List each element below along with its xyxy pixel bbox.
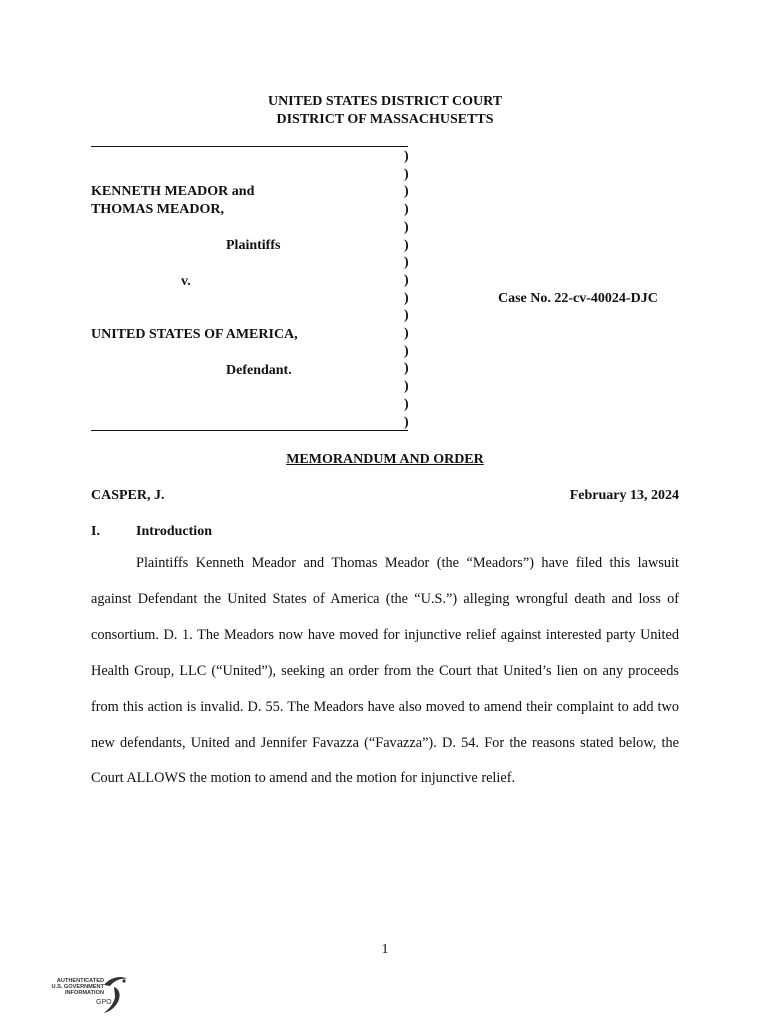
caption-paren-column: ) ) ) ) ) ) ) ) ) ) ) ) ) ) ) ) — [404, 149, 409, 430]
defendant-label: Defendant. — [226, 363, 292, 378]
gpo-logo-text — [40, 978, 104, 997]
gpo-logo-line1: AUTHENTICATED — [56, 978, 104, 984]
introduction-paragraph: Plaintiffs Kenneth Meador and Thomas Meador (the “Meadors”) have filed this lawsuit against Defendant the United States of America (the “U.S.”) alleging wrongful death and loss of consortium. D. 1. The Meadors now have moved for injunctive relief against interested party United Health Group, LLC (“United”), seeking an order from the Court that United’s lien on any proceeds from this action is invalid. D. 55. The Meadors have also moved to amend their complaint to add two new defendants, United and Jennifer Favazza (“Favazza”). D. 54. For the reasons stated below, the Court ALLOWS the motion to amend and the motion for injunctive relief. — [91, 555, 679, 787]
case-number: Case No. 22-cv-40024-DJC — [498, 291, 658, 306]
plaintiffs-label: Plaintiffs — [226, 238, 281, 253]
plaintiff-name-line1: KENNETH MEADOR and — [91, 184, 255, 199]
eagle-swoosh-icon — [100, 975, 130, 1017]
gpo-logo-mark: GPO — [96, 999, 112, 1006]
plaintiff-name-line2: THOMAS MEADOR, — [91, 202, 224, 217]
caption-top-rule — [91, 146, 408, 147]
document-title: MEMORANDUM AND ORDER — [286, 452, 484, 467]
court-district: DISTRICT OF MASSACHUSETTS — [276, 112, 494, 127]
section-heading: Introduction — [136, 524, 212, 539]
document-date: February 13, 2024 — [569, 488, 679, 503]
versus-label: v. — [181, 274, 191, 289]
defendant-name: UNITED STATES OF AMERICA, — [91, 327, 298, 342]
court-name: UNITED STATES DISTRICT COURT — [267, 94, 503, 109]
judge-name: CASPER, J. — [91, 488, 165, 503]
page-number: 1 — [381, 942, 389, 957]
gpo-authentication-logo — [40, 975, 130, 1017]
caption-bottom-rule — [91, 430, 408, 431]
section-number: I. — [91, 524, 100, 539]
gpo-logo-line2: U.S. GOVERNMENT — [51, 984, 104, 991]
gpo-logo-line3: INFORMATION — [64, 990, 104, 997]
